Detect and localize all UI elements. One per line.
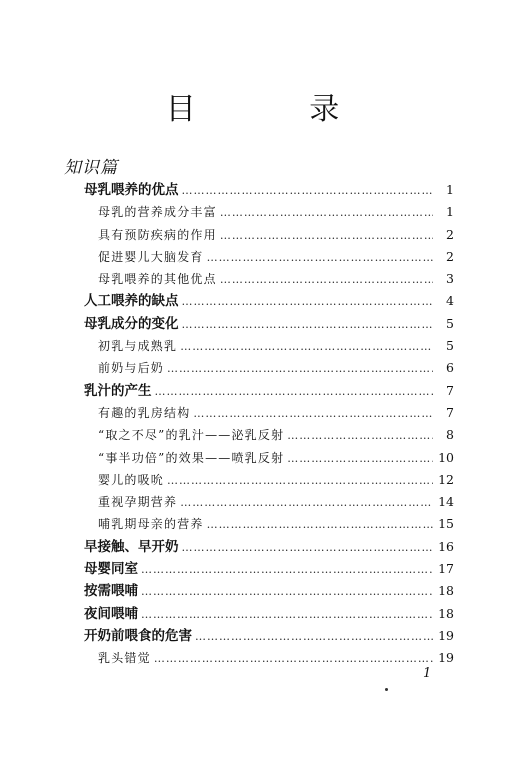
- toc-entry[interactable]: [84, 536, 454, 558]
- toc-entry-label: 初乳与成熟乳: [98, 339, 178, 354]
- page-number: 1: [423, 666, 432, 681]
- toc-entry-page: 12: [438, 471, 454, 487]
- leader-dots: [220, 225, 433, 247]
- toc-entry[interactable]: [84, 469, 454, 491]
- leader-dots: [180, 336, 433, 358]
- toc-entry-page: 2: [446, 248, 454, 264]
- toc-entry[interactable]: [84, 335, 454, 357]
- leader-dots: [195, 626, 433, 648]
- toc-entry-page: 1: [446, 204, 454, 220]
- leader-dots: [193, 403, 433, 425]
- toc-entry-page: 14: [438, 494, 454, 510]
- toc-entry-label: 有趣的乳房结构: [98, 405, 191, 420]
- leader-dots: [154, 648, 433, 670]
- leader-dots: [207, 514, 433, 536]
- toc-entry-page: 6: [446, 360, 454, 376]
- toc-entry-label: 母乳喂养的优点: [84, 182, 179, 198]
- leader-dots: [180, 492, 433, 514]
- toc-entry[interactable]: [84, 402, 454, 424]
- toc-entry[interactable]: [84, 313, 454, 335]
- leader-dots: [141, 581, 433, 603]
- leader-dots: [141, 559, 433, 581]
- table-of-contents: [84, 179, 454, 670]
- toc-entry-label: 母婴同室: [84, 561, 138, 578]
- section-title: 知识篇: [64, 158, 118, 178]
- toc-entry-page: 4: [446, 293, 454, 309]
- toc-entry-label: 夜间喂哺: [84, 605, 138, 622]
- toc-entry-label: “取之不尽”的乳汁——泌乳反射: [98, 428, 285, 443]
- toc-entry-label: 哺乳期母亲的营养: [98, 517, 204, 532]
- toc-entry-page: 15: [438, 516, 454, 532]
- leader-dots: [220, 269, 433, 291]
- toc-entry[interactable]: [84, 290, 454, 312]
- leader-dots: [167, 470, 433, 492]
- leader-dots: [182, 537, 434, 559]
- toc-entry-page: 17: [438, 561, 454, 577]
- toc-entry[interactable]: [84, 513, 454, 535]
- toc-entry[interactable]: [84, 491, 454, 513]
- toc-entry[interactable]: [84, 580, 454, 602]
- leader-dots: [287, 425, 433, 447]
- toc-entry-page: 3: [446, 271, 454, 287]
- toc-entry[interactable]: [84, 424, 454, 446]
- toc-entry-label: 促进婴儿大脑发育: [98, 249, 204, 264]
- leader-dots: [287, 448, 433, 470]
- toc-entry-label: “事半功倍”的效果——喷乳反射: [98, 450, 285, 465]
- leader-dots: [141, 604, 433, 626]
- toc-entry[interactable]: [84, 625, 454, 647]
- toc-entry-page: 1: [446, 182, 454, 197]
- toc-entry[interactable]: [84, 246, 454, 268]
- toc-entry[interactable]: [84, 603, 454, 625]
- toc-entry-label: 重视孕期营养: [98, 495, 178, 510]
- toc-entry-page: 10: [438, 449, 454, 465]
- toc-entry-label: 人工喂养的缺点: [84, 293, 179, 310]
- scan-speck: [385, 688, 388, 691]
- toc-entry-page: 2: [446, 226, 454, 242]
- toc-entry[interactable]: [84, 647, 454, 669]
- toc-entry[interactable]: [84, 357, 454, 379]
- page-title: 目 录: [165, 92, 392, 127]
- toc-entry-label: 母乳的营养成分丰富: [98, 205, 217, 220]
- toc-entry-label: 乳汁的产生: [84, 382, 152, 399]
- toc-entry-label: 母乳喂养的其他优点: [98, 272, 217, 287]
- toc-entry-page: 8: [446, 427, 454, 443]
- leader-dots: [167, 358, 433, 380]
- toc-entry-label: 婴儿的吸吮: [98, 472, 165, 487]
- toc-entry[interactable]: [84, 447, 454, 469]
- toc-entry-page: 5: [446, 315, 454, 331]
- toc-entry[interactable]: [84, 380, 454, 402]
- toc-entry[interactable]: [84, 179, 454, 201]
- toc-entry-page: 18: [438, 583, 454, 599]
- toc-entry-page: 19: [438, 650, 454, 666]
- toc-entry-label: 按需喂哺: [84, 583, 138, 600]
- leader-dots: [182, 314, 434, 336]
- toc-entry[interactable]: [84, 268, 454, 290]
- toc-entry[interactable]: [84, 224, 454, 246]
- leader-dots: [182, 180, 434, 202]
- toc-entry-page: 7: [446, 382, 454, 398]
- toc-entry-label: 前奶与后奶: [98, 361, 165, 376]
- toc-entry-page: 5: [446, 338, 454, 354]
- toc-entry-label: 乳头错觉: [98, 651, 151, 666]
- leader-dots: [155, 381, 434, 403]
- leader-dots: [207, 247, 433, 269]
- leader-dots: [182, 291, 434, 313]
- toc-entry[interactable]: [84, 558, 454, 580]
- toc-entry-label: 母乳成分的变化: [84, 315, 179, 332]
- toc-entry-label: 早接触、早开奶: [84, 538, 179, 555]
- toc-entry[interactable]: [84, 201, 454, 223]
- toc-entry-page: 19: [438, 627, 454, 643]
- toc-entry-page: 16: [438, 538, 454, 554]
- leader-dots: [220, 202, 433, 224]
- toc-entry-label: 开奶前喂食的危害: [84, 627, 192, 644]
- toc-entry-label: 具有预防疾病的作用: [98, 227, 217, 242]
- toc-entry-page: 7: [446, 404, 454, 420]
- toc-entry-page: 18: [438, 605, 454, 621]
